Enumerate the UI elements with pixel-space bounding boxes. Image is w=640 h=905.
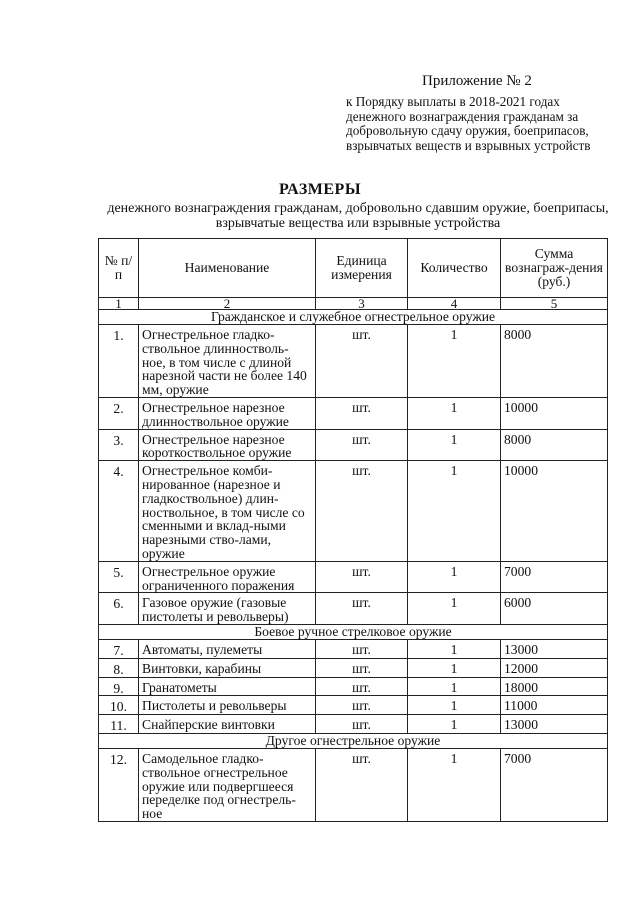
row-quantity: 1 xyxy=(408,593,501,625)
row-unit: шт. xyxy=(316,658,408,677)
row-quantity: 1 xyxy=(408,696,501,715)
row-name: Самодельное гладко-ствольное огнестрельное оружие или подвергшееся переделке под огнестрель-ное xyxy=(139,748,316,821)
column-number: 5 xyxy=(501,298,608,310)
row-unit: шт. xyxy=(316,461,408,562)
row-number: 7. xyxy=(99,639,139,658)
row-quantity: 1 xyxy=(408,677,501,696)
row-sum: 7000 xyxy=(501,748,608,821)
row-quantity: 1 xyxy=(408,429,501,461)
row-unit: шт. xyxy=(316,429,408,461)
row-unit: шт. xyxy=(316,696,408,715)
table-header-row xyxy=(99,239,608,298)
table-row xyxy=(99,639,608,658)
row-number: 8. xyxy=(99,658,139,677)
row-unit: шт. xyxy=(316,593,408,625)
row-quantity: 1 xyxy=(408,325,501,398)
row-number: 11. xyxy=(99,715,139,734)
row-sum: 11000 xyxy=(501,696,608,715)
table-row xyxy=(99,397,608,429)
row-quantity: 1 xyxy=(408,715,501,734)
row-unit: шт. xyxy=(316,715,408,734)
table-row xyxy=(99,593,608,625)
row-quantity: 1 xyxy=(408,639,501,658)
column-header-name: Наименование xyxy=(139,239,316,298)
row-quantity: 1 xyxy=(408,461,501,562)
row-quantity: 1 xyxy=(408,561,501,593)
column-header-quantity: Количество xyxy=(408,239,501,298)
row-sum: 10000 xyxy=(501,397,608,429)
row-sum: 10000 xyxy=(501,461,608,562)
row-name: Снайперские винтовки xyxy=(139,715,316,734)
row-sum: 8000 xyxy=(501,325,608,398)
row-sum: 18000 xyxy=(501,677,608,696)
row-name: Огнестрельное комби-нированное (нарезное и гладкоствольное) длин-ноствольное, в том числе со сменными и вклад-ными нарезными ство-лами, оружие xyxy=(139,461,316,562)
row-name: Огнестрельное нарезное короткоствольное оружие xyxy=(139,429,316,461)
row-unit: шт. xyxy=(316,397,408,429)
row-sum: 13000 xyxy=(501,715,608,734)
table-row xyxy=(99,561,608,593)
column-number: 1 xyxy=(99,298,139,310)
section-title: Другое огнестрельное оружие xyxy=(99,733,608,748)
table-body xyxy=(99,310,608,822)
row-unit: шт. xyxy=(316,325,408,398)
row-number: 1. xyxy=(99,325,139,398)
row-unit: шт. xyxy=(316,677,408,696)
row-quantity: 1 xyxy=(408,397,501,429)
section-title: Гражданское и служебное огнестрельное оружие xyxy=(99,310,608,325)
table-row xyxy=(99,461,608,562)
section-row xyxy=(99,733,608,748)
row-name: Огнестрельное оружие ограниченного поражения xyxy=(139,561,316,593)
row-name: Пистолеты и револьверы xyxy=(139,696,316,715)
row-sum: 8000 xyxy=(501,429,608,461)
row-name: Автоматы, пулеметы xyxy=(139,639,316,658)
table-row xyxy=(99,748,608,821)
row-number: 10. xyxy=(99,696,139,715)
document-subtitle: денежного вознаграждения гражданам, добровольно сдавшим оружие, боеприпасы, взрывчатые вещества или взрывные устройства xyxy=(107,201,609,231)
row-number: 5. xyxy=(99,561,139,593)
row-quantity: 1 xyxy=(408,748,501,821)
table-row xyxy=(99,677,608,696)
column-header-sum: Сумма вознаграж-дения (руб.) xyxy=(501,239,608,298)
table-row xyxy=(99,696,608,715)
row-unit: шт. xyxy=(316,748,408,821)
table-row xyxy=(99,429,608,461)
row-name: Винтовки, карабины xyxy=(139,658,316,677)
table-row xyxy=(99,715,608,734)
table-row xyxy=(99,325,608,398)
row-unit: шт. xyxy=(316,639,408,658)
row-number: 6. xyxy=(99,593,139,625)
row-number: 4. xyxy=(99,461,139,562)
row-quantity: 1 xyxy=(408,658,501,677)
column-number: 4 xyxy=(408,298,501,310)
appendix-title: Приложение № 2 xyxy=(422,73,532,89)
column-number: 2 xyxy=(139,298,316,310)
column-numbers-row xyxy=(99,298,608,310)
row-number: 12. xyxy=(99,748,139,821)
row-number: 3. xyxy=(99,429,139,461)
row-sum: 6000 xyxy=(501,593,608,625)
section-row xyxy=(99,624,608,639)
row-number: 9. xyxy=(99,677,139,696)
row-sum: 12000 xyxy=(501,658,608,677)
row-name: Гранатометы xyxy=(139,677,316,696)
row-unit: шт. xyxy=(316,561,408,593)
appendix-subtitle: к Порядку выплаты в 2018-2021 годах денежного вознаграждения гражданам за добровольную сдачу оружия, боеприпасов, взрывчатых веществ и взрывных устройств xyxy=(346,94,591,153)
column-number: 3 xyxy=(316,298,408,310)
row-name: Огнестрельное нарезное длинноствольное оружие xyxy=(139,397,316,429)
row-name: Газовое оружие (газовые пистолеты и револьверы) xyxy=(139,593,316,625)
section-title: Боевое ручное стрелковое оружие xyxy=(99,624,608,639)
table-row xyxy=(99,658,608,677)
row-sum: 13000 xyxy=(501,639,608,658)
section-row xyxy=(99,310,608,325)
row-name: Огнестрельное гладко-ствольное длинностволь-ное, в том числе с длиной нарезной части не более 140 мм, оружие xyxy=(139,325,316,398)
column-header-number: № п/п xyxy=(99,239,139,298)
document-title: РАЗМЕРЫ xyxy=(278,181,362,198)
row-sum: 7000 xyxy=(501,561,608,593)
reward-table xyxy=(98,238,608,822)
row-number: 2. xyxy=(99,397,139,429)
column-header-unit: Единица измерения xyxy=(316,239,408,298)
